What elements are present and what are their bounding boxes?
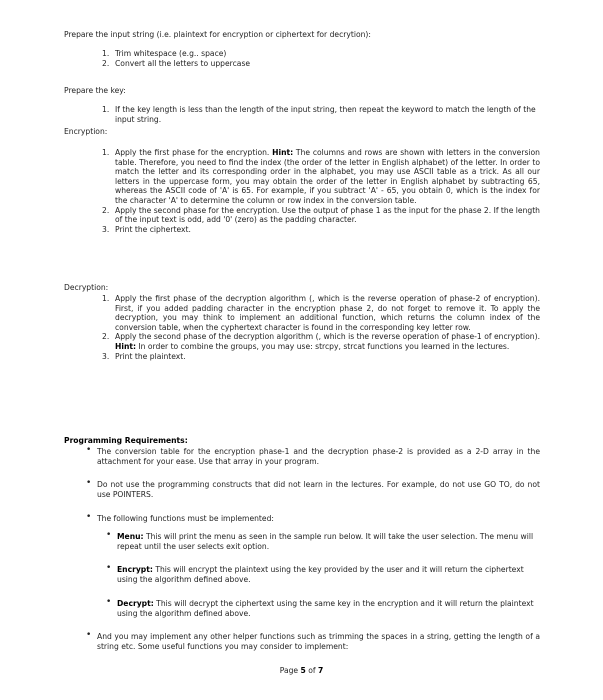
list-item: 3. Print the ciphertext. (102, 224, 191, 234)
list-item: 3. Print the plaintext. (102, 351, 186, 361)
requirements-bullet-constructs: • Do not use the programming constructs that did not learn in the lectures. For example, do not use GO TO, do not use POINTERS. (86, 478, 540, 499)
bullet-icon: • (86, 630, 92, 640)
page-footer: Page 5 of 7 (279, 666, 324, 675)
requirements-bullet-conversion: • The conversion table for the encryption phase-1 and the decryption phase-2 is provided as a 2-D array in the attachment for your ease. Use that array in your program. (86, 445, 540, 466)
function-decrypt: • Decrypt: This will decrypt the ciphertext using the same key in the encryption and it will return the plaintext using the algorithm defined above. (106, 597, 534, 618)
requirements-heading: Programming Requirements: (64, 436, 188, 445)
list-item: 1. Trim whitespace (e.g.. space) (102, 49, 227, 58)
bullet-icon: • (106, 530, 112, 540)
bullet-icon: • (86, 512, 92, 522)
decryption-list (102, 294, 540, 361)
list-item: 2. Apply the second phase for the encryption. Use the output of phase 1 as the input for the phase 2. If the length of the input text is odd, add '0' (zero) as the padding character. (102, 205, 540, 225)
key-list (102, 105, 540, 124)
input-prep-list (102, 49, 535, 68)
bullet-icon: • (86, 478, 92, 488)
function-encrypt: • Encrypt: This will encrypt the plaintext using the key provided by the user and it will return the ciphertext using the algorithm defined above. (106, 563, 524, 584)
list-item: 1. If the key length is less than the length of the input string, then repeat the keyword to match the length of the input string. (102, 105, 536, 124)
encryption-heading: Encryption: (64, 127, 108, 136)
list-item: 1. Apply the first phase for the encryption. Hint: The columns and rows are shown with letters in the conversion table. Therefore, you need to find the index (the order of the letter in English alphabet) of the letter. In order to match the letter and its corresponding order in the alphabet, you may use ASCII table as a trick. As all our letters in the uppercase form, you may obtain the order of the letter in English alphabet by subtracting 65, whereas the ASCII code of 'A' is 65. For example, if you subtract 'A' - 65, you obtain 0, which is the index for the character 'A' to determine the column or row index in the conversion table. (102, 148, 540, 205)
bullet-icon: • (106, 563, 112, 573)
requirements-bullet-helpers: • And you may implement any other helper functions such as trimming the spaces in a string, getting the length of a string etc. Some useful functions you may consider to implement: (86, 630, 540, 651)
encryption-list (102, 148, 540, 234)
bullet-icon: • (86, 445, 92, 455)
list-item: 2. Convert all the letters to uppercase (102, 58, 251, 68)
bullet-icon: • (106, 597, 112, 607)
input-prep-intro: Prepare the input string (i.e. plaintext for encryption or ciphertext for decrytion): (64, 30, 371, 39)
function-menu: • Menu: This will print the menu as seen in the sample run below. It will take the user selection. The menu will repeat until the user selects exit option. (106, 530, 534, 551)
list-item: 1. Apply the first phase of the decryption algorithm (, which is the reverse operation of phase-2 of encryption). First, if you added padding character in the encryption phase 2, do not forget to remove it. To apply the decryption, you may think to implement an additional function, which returns the column index of the conversion table, when the cyphertext character is found in the corresponding key letter row. (102, 294, 540, 332)
key-heading: Prepare the key: (64, 86, 126, 95)
requirements-bullet-functions: • The following functions must be implemented: (86, 512, 274, 523)
decryption-heading: Decryption: (64, 283, 109, 292)
list-item: 2. Apply the second phase of the decryption algorithm (, which is the reverse operation of phase-1 of encryption). Hint: In order to combine the groups, you may use: strcpy, strcat functions you learned in the lectures. (102, 332, 540, 351)
